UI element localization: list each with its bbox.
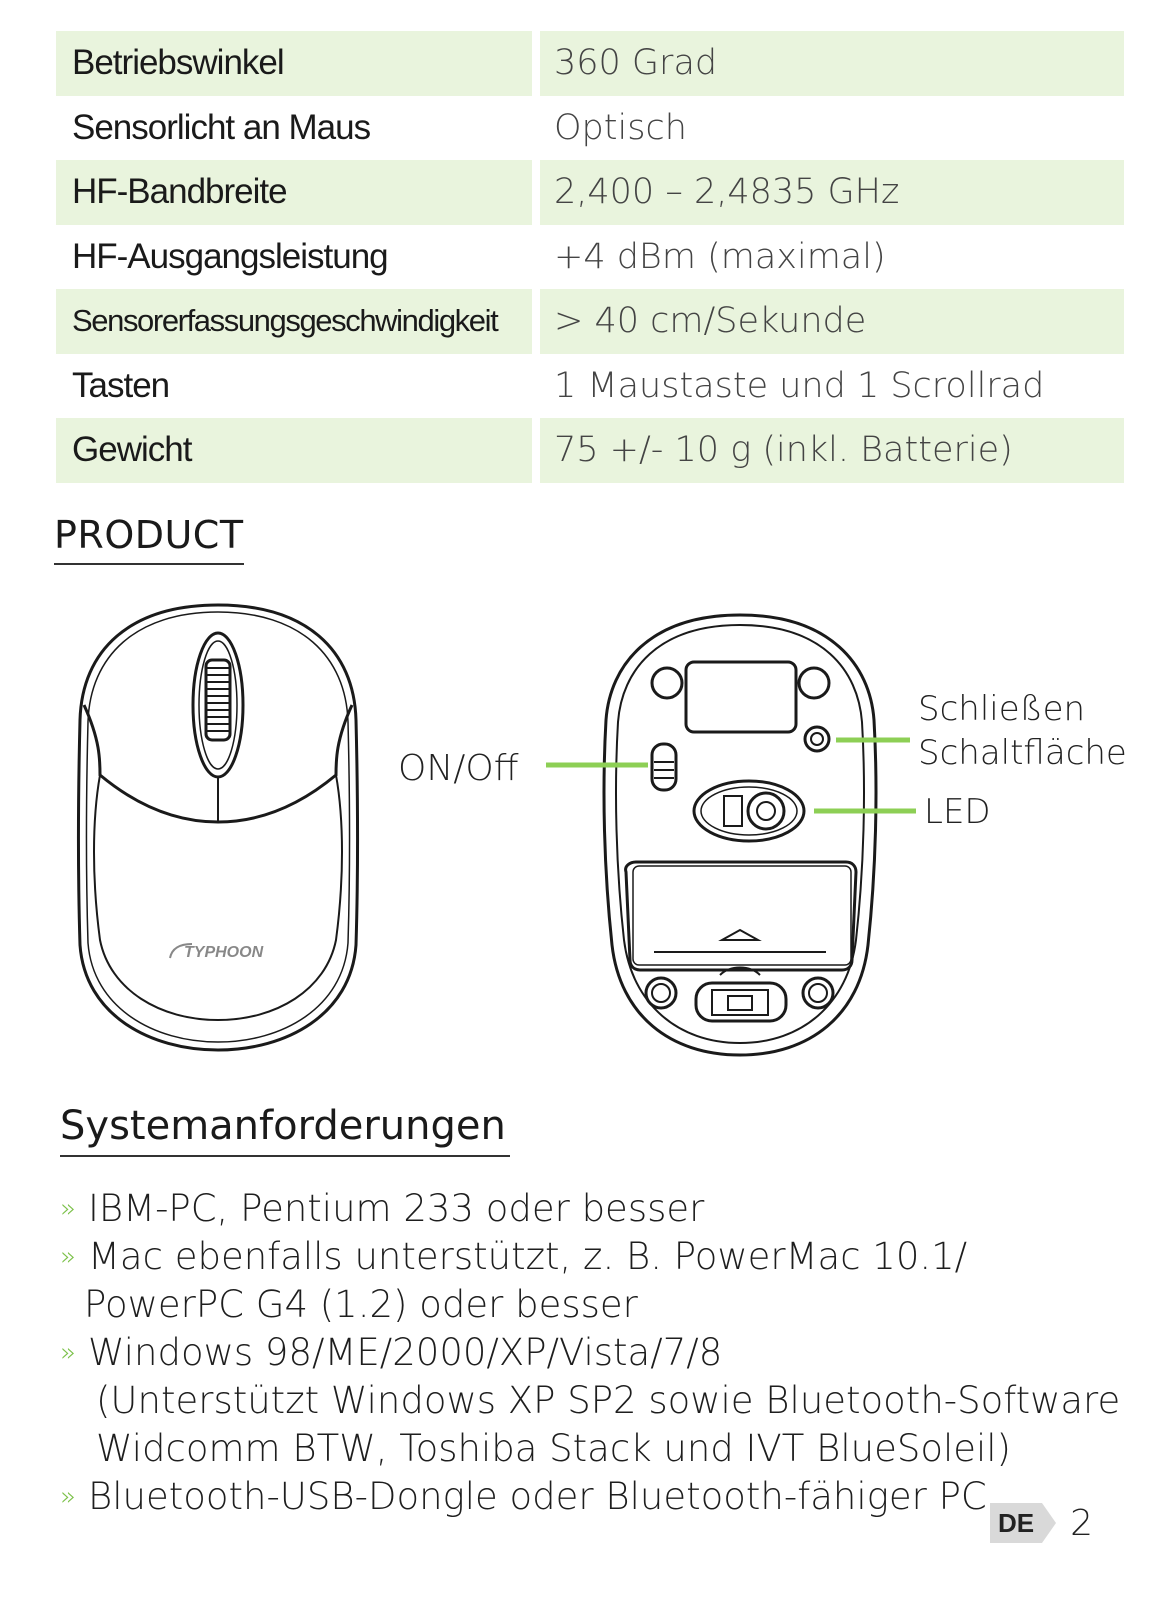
mouse-top-view (79, 605, 358, 1050)
spec-label: HF-Bandbreite (56, 160, 532, 225)
mouse-bottom-view (604, 615, 876, 1055)
language-badge: DE (990, 1503, 1042, 1543)
spec-row (56, 289, 1124, 354)
list-item (60, 1473, 1060, 1521)
list-item-text: Windows 98/ME/2000/XP/Vista/7/8 (88, 1331, 723, 1374)
spec-value: 1 Maustaste und 1 Scrollrad (554, 365, 1045, 406)
spec-row (56, 31, 1124, 96)
spec-label: Gewicht (56, 418, 532, 483)
list-item (60, 1329, 1121, 1473)
list-item (60, 1233, 1060, 1329)
bullet-icon: » (60, 1482, 76, 1512)
close-button-label: Schließen (918, 689, 1086, 729)
product-figure (0, 590, 1158, 1080)
led-label: LED (924, 792, 991, 832)
page-footer (990, 1503, 1093, 1543)
spec-value: > 40 cm/Sekunde (540, 289, 1124, 354)
spec-row (56, 160, 1124, 225)
bullet-icon: » (60, 1194, 76, 1224)
product-heading: PRODUCT (54, 513, 244, 565)
spec-value: Optisch (554, 107, 687, 148)
spec-label: Tasten (72, 365, 170, 405)
callout-lines (546, 740, 916, 811)
list-item (60, 1185, 1060, 1233)
spec-row (56, 96, 1124, 161)
bullet-icon: » (60, 1338, 76, 1368)
spec-label: Betriebswinkel (56, 31, 532, 96)
requirements-list (60, 1185, 1121, 1521)
spec-value: 360 Grad (540, 31, 1124, 96)
bullet-icon: » (60, 1242, 76, 1272)
spec-row (56, 354, 1124, 419)
spec-label: Sensorerfassungsgeschwindigkeit (56, 289, 532, 354)
list-item-text: Mac ebenfalls unterstützt, z. B. PowerMac 10.1/ (88, 1235, 968, 1278)
spec-value: 2,400 – 2,4835 GHz (540, 160, 1124, 225)
on-off-label: ON/Off (398, 748, 519, 789)
list-item-text: PowerPC G4 (1.2) oder besser (84, 1283, 638, 1326)
spec-row (56, 418, 1124, 483)
list-item-text: Widcomm BTW, Toshiba Stack und IVT BlueSoleil) (96, 1427, 1011, 1470)
spec-label: Sensorlicht an Maus (72, 107, 371, 147)
page-number: 2 (1070, 1502, 1094, 1544)
badge-arrow-icon (1042, 1503, 1056, 1543)
requirements-heading: Systemanforderungen (60, 1103, 510, 1157)
list-item-text: Bluetooth-USB-Dongle oder Bluetooth-fähiger PC (88, 1475, 987, 1518)
spec-table (56, 31, 1124, 483)
spec-value: 75 +/- 10 g (inkl. Batterie) (540, 418, 1124, 483)
spec-value: +4 dBm (maximal) (554, 236, 886, 277)
list-item-text: (Unterstützt Windows XP SP2 sowie Bluetooth-Software (96, 1379, 1121, 1422)
close-button-label-2: Schaltfläche (918, 733, 1127, 773)
spec-row (56, 225, 1124, 290)
brand-logo: TYPHOON (184, 944, 264, 961)
list-item-text: IBM-PC, Pentium 233 oder besser (88, 1187, 705, 1230)
spec-label: HF-Ausgangsleistung (72, 236, 388, 276)
